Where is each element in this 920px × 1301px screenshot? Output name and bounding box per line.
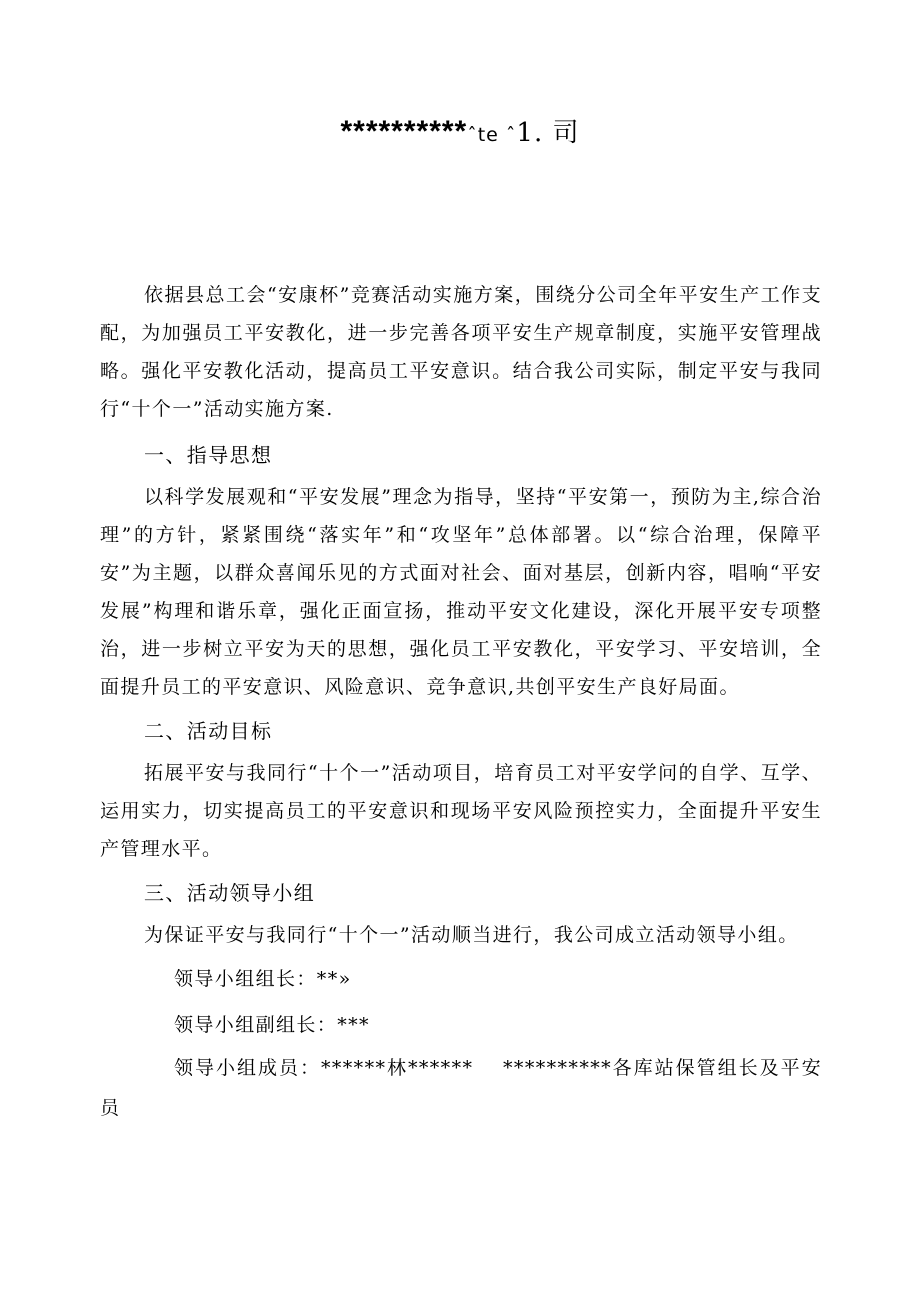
- section-heading-3: 三、活动领导小组: [144, 881, 316, 905]
- deputy-leader-line: 领导小组副组长：***: [174, 1014, 370, 1036]
- title-tail-b: 1. 司: [516, 118, 580, 148]
- section-heading-1: 一、指导思想: [144, 443, 273, 467]
- document-body: [100, 276, 822, 1128]
- section-body-1: 以科学发展观和“平安发展”理念为指导，坚持“平安第一，预防为主,综合治理”的方针，紧紧围绕“落实年”和“攻坚年”总体部署。以“综合治理，保障平安”为主题，以群众喜闻乐见的方式面对社会、面对基层，创新内容，唱响“平安发展”构理和谐乐章，强化正面宣扬，推动平安文化建设，深化开展平安专项整治，进一步树立平安为天的思想，强化员工平安教化，平安学习、平安培训，全面提升员工的平安意识、风险意识、竞争意识,共创平安生产良好局面。: [100, 486, 822, 698]
- document-title: [0, 110, 920, 157]
- section-body-2: 拓展平安与我同行“十个一”活动项目，培育员工对平安学问的自学、互学、运用实力，切实提高员工的平安意识和现场平安风险预控实力，全面提升平安生产管理水平。: [100, 762, 822, 860]
- intro-paragraph: 依据县总工会“安康杯”竞赛活动实施方案，围绕分公司全年平安生产工作支配，为加强员工平安教化，进一步完善各项平安生产规章制度，实施平安管理战略。强化平安教化活动，提高员工平安意识。结合我公司实际，制定平安与我同行“十个一”活动实施方案.: [100, 284, 822, 420]
- title-main: **********: [340, 115, 468, 148]
- section-body-3: 为保证平安与我同行“十个一”活动顺当进行，我公司成立活动领导小组。: [144, 924, 799, 946]
- members-line: 领导小组成员：******林****** **********各库站保管组长及平安员: [100, 1057, 822, 1119]
- title-tail-a: ˆte ˆ: [467, 124, 517, 146]
- section-heading-2: 二、活动目标: [144, 719, 273, 743]
- leader-line: 领导小组组长：**»: [174, 968, 352, 990]
